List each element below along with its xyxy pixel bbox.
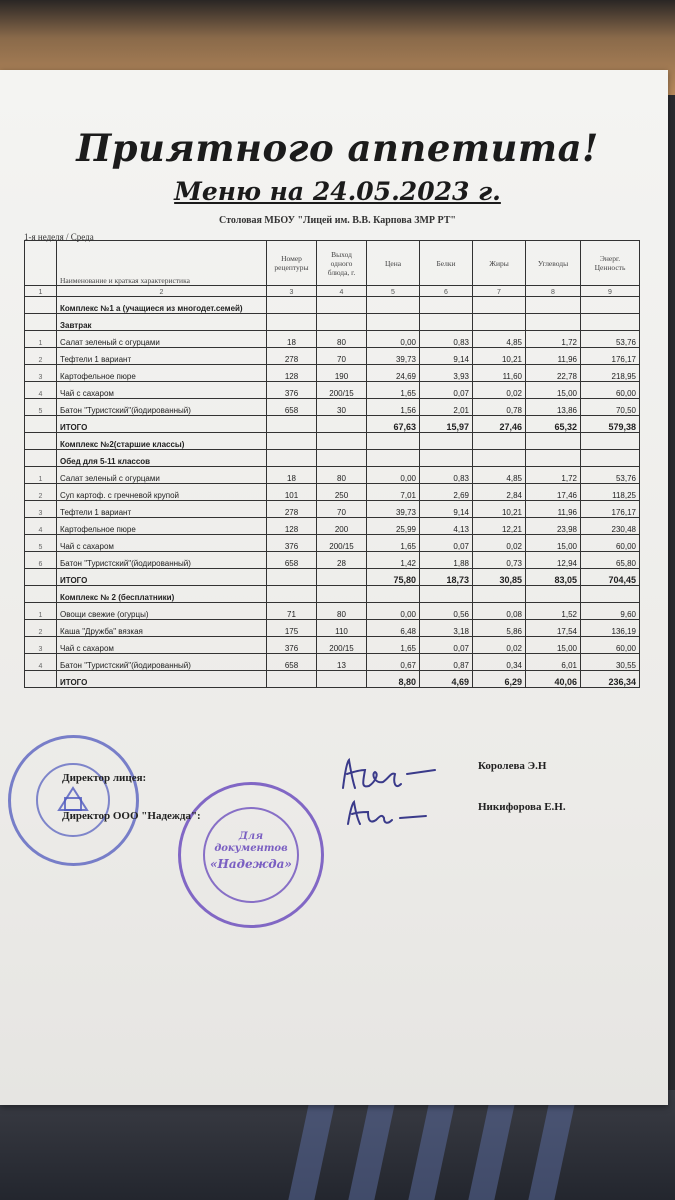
cell-protein: 0,83 (420, 467, 473, 484)
empty-cell (317, 671, 367, 688)
table-row (25, 331, 640, 348)
portion-weight: 110 (317, 620, 367, 637)
empty-cell (25, 569, 57, 586)
column-number: 2 (57, 286, 267, 297)
stamp-text-line3: «Надежда» (210, 857, 292, 871)
recipe-number: 376 (267, 535, 317, 552)
dish-name: Каша "Дружба" вязкая (57, 620, 267, 637)
empty-cell (267, 416, 317, 433)
table-row (25, 620, 640, 637)
cell-energy: 218,95 (581, 365, 640, 382)
row-index: 2 (25, 348, 57, 365)
cell-protein: 0,56 (420, 603, 473, 620)
portion-weight: 70 (317, 348, 367, 365)
row-index: 1 (25, 603, 57, 620)
director-label: Директор лицея: (62, 772, 147, 784)
col-header-fat: Жиры (473, 241, 526, 286)
portion-weight: 70 (317, 501, 367, 518)
company-signature (342, 796, 432, 832)
cell-price: 1,42 (367, 552, 420, 569)
recipe-number: 278 (267, 348, 317, 365)
empty-cell (581, 314, 640, 331)
empty-cell (367, 433, 420, 450)
complex-3-heading-label: Комплекс № 2 (бесплатники) (57, 586, 267, 603)
empty-cell (526, 450, 581, 467)
total-energy: 236,34 (581, 671, 640, 688)
col-header-carbs: Углеводы (526, 241, 581, 286)
header-row (25, 241, 640, 286)
total-row (25, 416, 640, 433)
dish-name: Тефтели 1 вариант (57, 348, 267, 365)
cell-energy: 118,25 (581, 484, 640, 501)
empty-cell (25, 433, 57, 450)
recipe-number: 71 (267, 603, 317, 620)
cell-protein: 0,07 (420, 535, 473, 552)
cell-fat: 2,84 (473, 484, 526, 501)
total-row (25, 671, 640, 688)
cell-fat: 11,60 (473, 365, 526, 382)
table-row (25, 552, 640, 569)
empty-cell (317, 416, 367, 433)
cell-energy: 176,17 (581, 501, 640, 518)
total-fat: 27,46 (473, 416, 526, 433)
page-title: Приятного аппетита! (76, 126, 599, 170)
total-price: 67,63 (367, 416, 420, 433)
cell-energy: 60,00 (581, 535, 640, 552)
total-row (25, 569, 640, 586)
cell-carbs: 11,96 (526, 348, 581, 365)
table-row (25, 382, 640, 399)
total-price: 75,80 (367, 569, 420, 586)
empty-cell (581, 433, 640, 450)
recipe-number: 18 (267, 467, 317, 484)
table-row (25, 637, 640, 654)
empty-cell (317, 314, 367, 331)
col-header-name: Наименование и краткая характеристика (57, 241, 267, 286)
menu-table (24, 240, 640, 688)
recipe-number: 376 (267, 637, 317, 654)
total-carbs: 65,32 (526, 416, 581, 433)
cell-energy: 230,48 (581, 518, 640, 535)
empty-cell (420, 297, 473, 314)
column-number: 8 (526, 286, 581, 297)
empty-cell (267, 433, 317, 450)
col-header-recipe: Номер рецептуры (267, 241, 317, 286)
cell-price: 1,65 (367, 637, 420, 654)
cell-fat: 0,02 (473, 637, 526, 654)
total-protein: 15,97 (420, 416, 473, 433)
cell-protein: 3,18 (420, 620, 473, 637)
cell-energy: 9,60 (581, 603, 640, 620)
empty-cell (420, 433, 473, 450)
cell-carbs: 1,72 (526, 467, 581, 484)
cell-carbs: 1,52 (526, 603, 581, 620)
cell-price: 25,99 (367, 518, 420, 535)
empty-cell (367, 314, 420, 331)
cell-energy: 65,80 (581, 552, 640, 569)
empty-cell (473, 314, 526, 331)
recipe-number: 175 (267, 620, 317, 637)
cell-carbs: 22,78 (526, 365, 581, 382)
row-index: 4 (25, 518, 57, 535)
empty-cell (420, 450, 473, 467)
cell-carbs: 23,98 (526, 518, 581, 535)
col-header-weight: Выход одного блюда, г. (317, 241, 367, 286)
complex-3-heading (25, 586, 640, 603)
cell-carbs: 15,00 (526, 535, 581, 552)
portion-weight: 200/15 (317, 535, 367, 552)
cell-protein: 1,88 (420, 552, 473, 569)
portion-weight: 190 (317, 365, 367, 382)
cell-fat: 10,21 (473, 501, 526, 518)
empty-cell (267, 671, 317, 688)
week-day-label: 1-я неделя / Среда (24, 232, 94, 242)
table-row (25, 399, 640, 416)
cell-protein: 0,07 (420, 382, 473, 399)
total-fat: 6,29 (473, 671, 526, 688)
empty-cell (317, 433, 367, 450)
cell-carbs: 15,00 (526, 637, 581, 654)
empty-cell (25, 586, 57, 603)
dish-name: Батон "Туристский"(йодированный) (57, 552, 267, 569)
table-row (25, 484, 640, 501)
cell-carbs: 17,54 (526, 620, 581, 637)
cell-price: 39,73 (367, 501, 420, 518)
dish-name: Чай с сахаром (57, 637, 267, 654)
cell-price: 24,69 (367, 365, 420, 382)
total-price: 8,80 (367, 671, 420, 688)
column-number: 7 (473, 286, 526, 297)
total-label: ИТОГО (57, 569, 267, 586)
row-index: 4 (25, 654, 57, 671)
empty-cell (367, 450, 420, 467)
company-stamp (178, 782, 324, 928)
cell-protein: 0,83 (420, 331, 473, 348)
complex-1-heading-label: Комплекс №1 а (учащиеся из многодет.семей) (57, 297, 267, 314)
column-number: 4 (317, 286, 367, 297)
cell-carbs: 12,94 (526, 552, 581, 569)
recipe-number: 101 (267, 484, 317, 501)
total-label: ИТОГО (57, 416, 267, 433)
row-index: 4 (25, 382, 57, 399)
total-label: ИТОГО (57, 671, 267, 688)
dish-name: Чай с сахаром (57, 382, 267, 399)
dish-name: Салат зеленый с огурцами (57, 467, 267, 484)
empty-cell (267, 314, 317, 331)
dish-name: Чай с сахаром (57, 535, 267, 552)
director-signature (335, 752, 445, 797)
dish-name: Батон "Туристский"(йодированный) (57, 654, 267, 671)
portion-weight: 28 (317, 552, 367, 569)
dish-name: Овощи свежие (огурцы) (57, 603, 267, 620)
empty-cell (267, 586, 317, 603)
portion-weight: 80 (317, 467, 367, 484)
cell-price: 6,48 (367, 620, 420, 637)
recipe-number: 278 (267, 501, 317, 518)
table-row (25, 603, 640, 620)
column-number: 3 (267, 286, 317, 297)
column-number: 9 (581, 286, 640, 297)
cell-price: 0,00 (367, 331, 420, 348)
cell-protein: 4,13 (420, 518, 473, 535)
empty-cell (581, 450, 640, 467)
cell-energy: 53,76 (581, 331, 640, 348)
complex-2-heading-label: Комплекс №2(старшие классы) (57, 433, 267, 450)
dish-name: Картофельное пюре (57, 365, 267, 382)
dish-name: Суп картоф. с гречневой крупой (57, 484, 267, 501)
column-number: 5 (367, 286, 420, 297)
recipe-number: 18 (267, 331, 317, 348)
empty-cell (473, 297, 526, 314)
director-name: Королева Э.Н (478, 760, 547, 772)
cell-carbs: 1,72 (526, 331, 581, 348)
cell-price: 1,65 (367, 382, 420, 399)
empty-cell (25, 416, 57, 433)
cell-price: 1,65 (367, 535, 420, 552)
empty-cell (367, 586, 420, 603)
cell-fat: 0,78 (473, 399, 526, 416)
cell-carbs: 17,46 (526, 484, 581, 501)
table-row (25, 467, 640, 484)
lunch-heading-label: Обед для 5-11 классов (57, 450, 267, 467)
empty-cell (25, 314, 57, 331)
empty-cell (526, 586, 581, 603)
cell-fat: 12,21 (473, 518, 526, 535)
table-row (25, 348, 640, 365)
cell-energy: 60,00 (581, 637, 640, 654)
cell-carbs: 15,00 (526, 382, 581, 399)
row-index: 3 (25, 637, 57, 654)
empty-cell (317, 569, 367, 586)
empty-cell (367, 297, 420, 314)
portion-weight: 200/15 (317, 637, 367, 654)
recipe-number: 128 (267, 365, 317, 382)
empty-cell (317, 450, 367, 467)
row-index: 1 (25, 331, 57, 348)
empty-cell (420, 314, 473, 331)
cell-energy: 60,00 (581, 382, 640, 399)
empty-cell (267, 297, 317, 314)
empty-cell (25, 297, 57, 314)
total-carbs: 40,06 (526, 671, 581, 688)
col-header-index (25, 241, 57, 286)
stamp-text-line1: Для (238, 831, 264, 842)
lunch-heading (25, 450, 640, 467)
cell-fat: 0,08 (473, 603, 526, 620)
total-energy: 579,38 (581, 416, 640, 433)
cell-carbs: 6,01 (526, 654, 581, 671)
table-row (25, 365, 640, 382)
cell-protein: 9,14 (420, 501, 473, 518)
empty-cell (473, 450, 526, 467)
cell-price: 7,01 (367, 484, 420, 501)
column-number-row (25, 286, 640, 297)
cell-fat: 0,02 (473, 535, 526, 552)
cell-price: 0,00 (367, 603, 420, 620)
recipe-number: 376 (267, 382, 317, 399)
cell-carbs: 11,96 (526, 501, 581, 518)
row-index: 5 (25, 535, 57, 552)
cell-price: 0,67 (367, 654, 420, 671)
cell-protein: 2,01 (420, 399, 473, 416)
cell-energy: 176,17 (581, 348, 640, 365)
total-carbs: 83,05 (526, 569, 581, 586)
col-header-protein: Белки (420, 241, 473, 286)
dish-name: Салат зеленый с огурцами (57, 331, 267, 348)
portion-weight: 30 (317, 399, 367, 416)
complex-1-heading (25, 297, 640, 314)
cell-energy: 136,19 (581, 620, 640, 637)
portion-weight: 200/15 (317, 382, 367, 399)
cell-fat: 10,21 (473, 348, 526, 365)
portion-weight: 250 (317, 484, 367, 501)
portion-weight: 200 (317, 518, 367, 535)
row-index: 2 (25, 620, 57, 637)
empty-cell (317, 297, 367, 314)
empty-cell (317, 586, 367, 603)
cell-price: 1,56 (367, 399, 420, 416)
school-name: Столовая МБОУ "Лицей им. В.В. Карпова ЗМР РТ" (219, 215, 456, 226)
row-index: 1 (25, 467, 57, 484)
table-row (25, 535, 640, 552)
row-index: 6 (25, 552, 57, 569)
cell-energy: 70,50 (581, 399, 640, 416)
column-number: 1 (25, 286, 57, 297)
cell-fat: 0,02 (473, 382, 526, 399)
cell-protein: 0,07 (420, 637, 473, 654)
recipe-number: 658 (267, 654, 317, 671)
empty-cell (25, 671, 57, 688)
empty-cell (267, 450, 317, 467)
cell-carbs: 13,86 (526, 399, 581, 416)
empty-cell (526, 433, 581, 450)
dish-name: Картофельное пюре (57, 518, 267, 535)
cell-protein: 3,93 (420, 365, 473, 382)
empty-cell (25, 450, 57, 467)
empty-cell (473, 433, 526, 450)
cell-energy: 53,76 (581, 467, 640, 484)
empty-cell (526, 314, 581, 331)
cell-energy: 30,55 (581, 654, 640, 671)
cell-protein: 2,69 (420, 484, 473, 501)
cell-fat: 0,34 (473, 654, 526, 671)
column-number: 6 (420, 286, 473, 297)
cell-price: 0,00 (367, 467, 420, 484)
empty-cell (581, 297, 640, 314)
stamp-text-line2: документов (214, 843, 288, 854)
total-energy: 704,45 (581, 569, 640, 586)
row-index: 3 (25, 365, 57, 382)
recipe-number: 128 (267, 518, 317, 535)
menu-date-heading: Меню на 24.05.2023 г. (174, 177, 501, 206)
breakfast-heading (25, 314, 640, 331)
row-index: 2 (25, 484, 57, 501)
recipe-number: 658 (267, 552, 317, 569)
cell-protein: 9,14 (420, 348, 473, 365)
portion-weight: 13 (317, 654, 367, 671)
cell-price: 39,73 (367, 348, 420, 365)
col-header-energy: Энерг. Ценность (581, 241, 640, 286)
empty-cell (581, 586, 640, 603)
cell-protein: 0,87 (420, 654, 473, 671)
dish-name: Тефтели 1 вариант (57, 501, 267, 518)
empty-cell (473, 586, 526, 603)
table-row (25, 518, 640, 535)
empty-cell (420, 586, 473, 603)
fabric-background (0, 1090, 675, 1200)
row-index: 5 (25, 399, 57, 416)
cell-fat: 4,85 (473, 331, 526, 348)
empty-cell (526, 297, 581, 314)
dish-name: Батон "Туристский"(йодированный) (57, 399, 267, 416)
recipe-number: 658 (267, 399, 317, 416)
table-row (25, 501, 640, 518)
company-director-label: Директор ООО "Надежда": (62, 810, 201, 822)
cell-fat: 5,86 (473, 620, 526, 637)
blue-stamp (8, 735, 139, 866)
col-header-price: Цена (367, 241, 420, 286)
portion-weight: 80 (317, 603, 367, 620)
complex-2-heading (25, 433, 640, 450)
cell-fat: 0,73 (473, 552, 526, 569)
cell-fat: 4,85 (473, 467, 526, 484)
total-protein: 18,73 (420, 569, 473, 586)
row-index: 3 (25, 501, 57, 518)
total-protein: 4,69 (420, 671, 473, 688)
portion-weight: 80 (317, 331, 367, 348)
company-director-name: Никифорова Е.Н. (478, 801, 566, 813)
table-row (25, 654, 640, 671)
empty-cell (267, 569, 317, 586)
breakfast-heading-label: Завтрак (57, 314, 267, 331)
total-fat: 30,85 (473, 569, 526, 586)
